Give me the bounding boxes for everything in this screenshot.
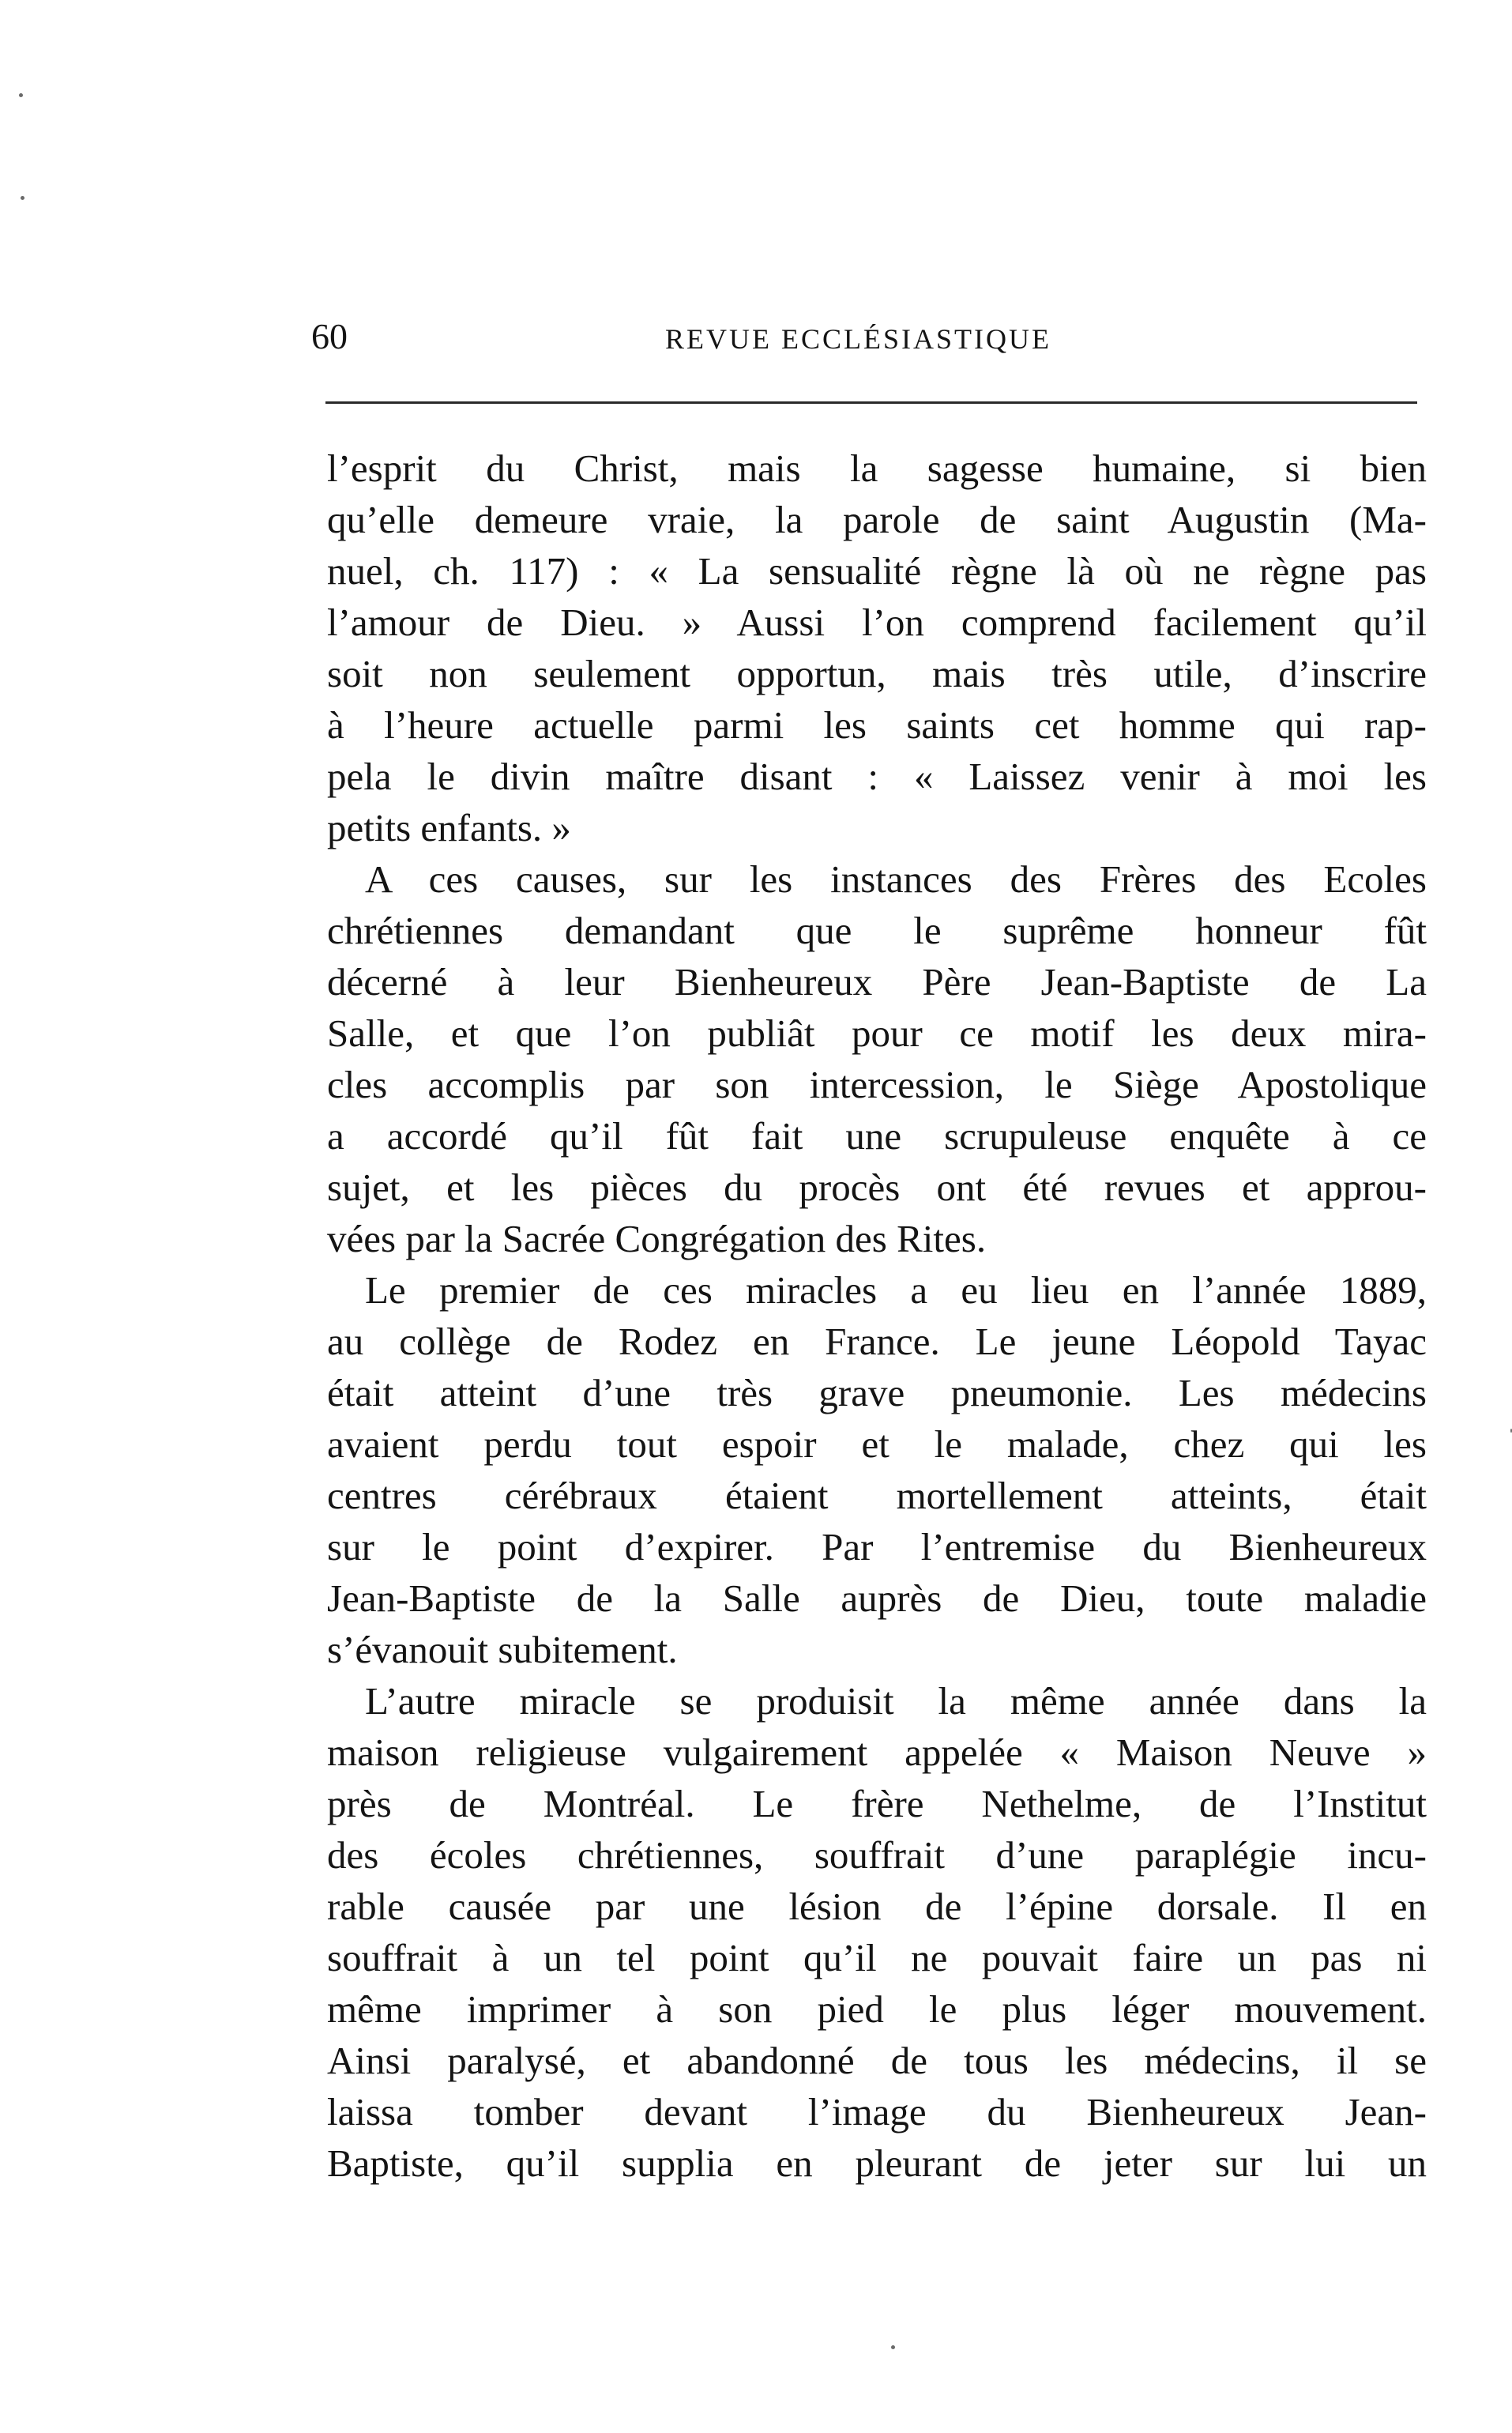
- text-line: qu’elle demeure vraie, la parole de saint Augustin (Ma-: [327, 498, 1427, 541]
- text-line: laissa tomber devant l’image du Bienheureux Jean-: [327, 2090, 1427, 2134]
- scan-speck: [19, 93, 23, 97]
- text-line: même imprimer à son pied le plus léger mouvement.: [327, 1987, 1427, 2031]
- text-line: s’évanouit subitement.: [327, 1628, 678, 1671]
- text-line: l’esprit du Christ, mais la sagesse humaine, si bien: [327, 446, 1427, 490]
- text-line: Ainsi paralysé, et abandonné de tous les médecins, il se: [327, 2039, 1427, 2082]
- text-line: chrétiennes demandant que le suprême honneur fût: [327, 909, 1427, 952]
- scan-speck: [891, 2345, 895, 2349]
- text-line: L’autre miracle se produisit la même année dans la: [365, 1679, 1427, 1723]
- text-line: maison religieuse vulgairement appelée « Maison Neuve »: [327, 1731, 1427, 1774]
- text-line: A ces causes, sur les instances des Frères des Ecoles: [365, 857, 1427, 901]
- text-line: sur le point d’expirer. Par l’entremise du Bienheureux: [327, 1525, 1427, 1569]
- text-line: à l’heure actuelle parmi les saints cet homme qui rap-: [327, 703, 1427, 747]
- text-line: Le premier de ces miracles a eu lieu en l’année 1889,: [365, 1268, 1427, 1312]
- text-line: a accordé qu’il fût fait une scrupuleuse enquête à ce: [327, 1114, 1427, 1158]
- running-head: REVUE ECCLÉSIASTIQUE: [665, 323, 1051, 355]
- body-text: [327, 443, 1427, 2189]
- text-line: avaient perdu tout espoir et le malade, chez qui les: [327, 1422, 1427, 1466]
- text-line: centres cérébraux étaient mortellement atteints, était: [327, 1474, 1427, 1517]
- text-line: au collège de Rodez en France. Le jeune Léopold Tayac: [327, 1320, 1427, 1363]
- text-line: des écoles chrétiennes, souffrait d’une paraplégie incu-: [327, 1833, 1427, 1877]
- scan-speck: [21, 196, 24, 200]
- text-line: Salle, et que l’on publiât pour ce motif les deux mira-: [327, 1011, 1427, 1055]
- text-line: petits enfants. »: [327, 806, 571, 849]
- text-line: Baptiste, qu’il supplia en pleurant de jeter sur lui un: [327, 2141, 1427, 2185]
- text-line: sujet, et les pièces du procès ont été revues et approu-: [327, 1166, 1427, 1209]
- page-header: [311, 314, 1433, 359]
- text-line: était atteint d’une très grave pneumonie. Les médecins: [327, 1371, 1427, 1414]
- text-line: soit non seulement opportun, mais très utile, d’inscrire: [327, 652, 1427, 695]
- text-line: décerné à leur Bienheureux Père Jean-Baptiste de La: [327, 960, 1427, 1004]
- text-line: cles accomplis par son intercession, le Siège Apostolique: [327, 1063, 1427, 1106]
- text-line: Jean-Baptiste de la Salle auprès de Dieu, toute maladie: [327, 1576, 1427, 1620]
- text-line: près de Montréal. Le frère Nethelme, de l’Institut: [327, 1782, 1427, 1825]
- page-number: 60: [311, 316, 348, 356]
- text-line: souffrait à un tel point qu’il ne pouvait faire un pas ni: [327, 1936, 1427, 1979]
- text-line: rable causée par une lésion de l’épine dorsale. Il en: [327, 1885, 1427, 1928]
- header-rule: [325, 401, 1417, 404]
- text-line: nuel, ch. 117) : « La sensualité règne là où ne règne pas: [327, 549, 1427, 593]
- text-line: vées par la Sacrée Congrégation des Rites.: [327, 1217, 987, 1260]
- text-line: l’amour de Dieu. » Aussi l’on comprend facilement qu’il: [327, 601, 1427, 644]
- text-line: pela le divin maître disant : « Laissez venir à moi les: [327, 755, 1427, 798]
